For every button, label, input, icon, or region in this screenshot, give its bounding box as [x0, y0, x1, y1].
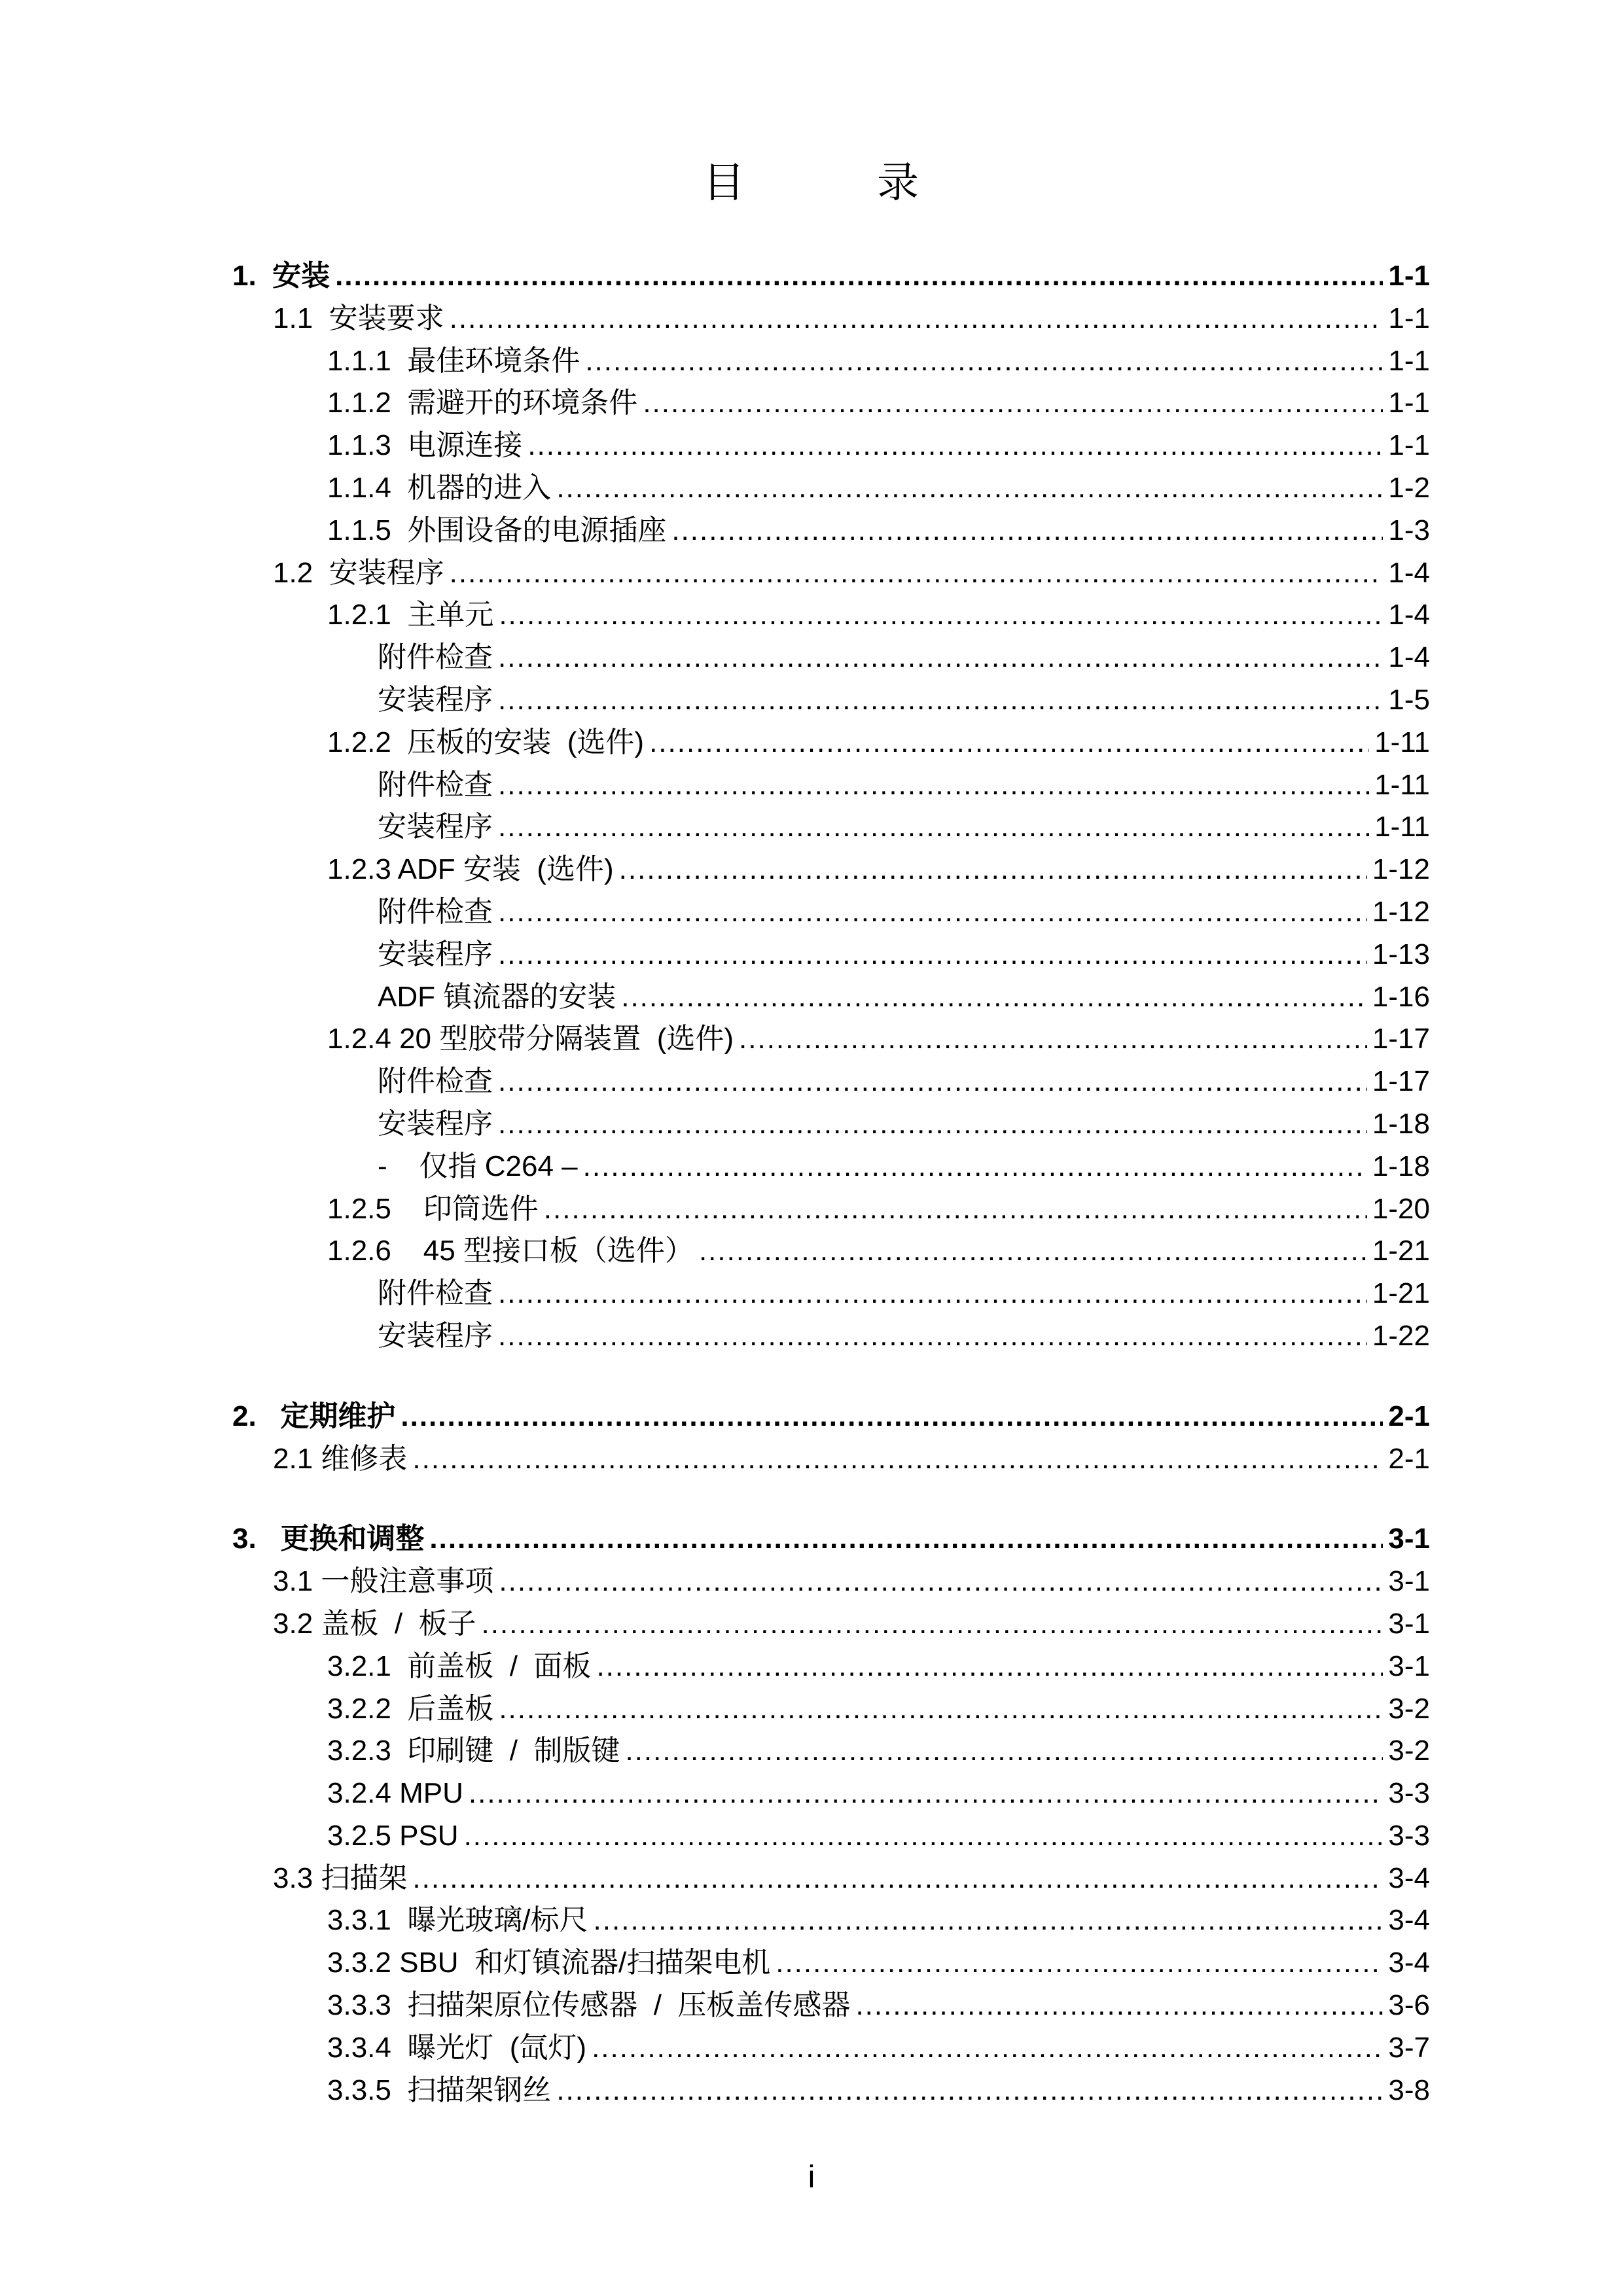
toc-entry-page: 3-4: [1388, 1904, 1430, 1937]
toc-entry-page: 3-2: [1388, 1692, 1430, 1725]
toc-entry[interactable]: [232, 1646, 1430, 1688]
toc-entry-page: 1-4: [1388, 599, 1430, 631]
toc-entry-label: 1.2.1 主单元: [327, 599, 494, 631]
toc-entry-label: 附件检查: [378, 1277, 493, 1310]
toc-entry-label: 2.1 维修表: [273, 1442, 408, 1475]
dot-leader: [335, 255, 1383, 298]
toc-entry-label: 1.2.4 20 型胶带分隔装置 (选件): [327, 1023, 734, 1055]
toc-entry-page: 1-18: [1372, 1150, 1430, 1182]
dot-leader: [527, 425, 1383, 467]
dot-leader: [498, 1103, 1367, 1146]
toc-entry-label: 3.3.5 扫描架钢丝: [327, 2074, 552, 2106]
toc-entry[interactable]: [232, 1518, 1430, 1561]
toc-entry[interactable]: [232, 1899, 1430, 1942]
dot-leader: [450, 552, 1383, 595]
toc-entry-label: 3. 更换和调整: [232, 1523, 425, 1555]
toc-entry[interactable]: [232, 255, 1430, 298]
toc-entry-page: 1-12: [1372, 853, 1430, 886]
toc-title: [0, 149, 1623, 209]
dot-leader: [544, 1188, 1367, 1231]
dot-leader: [499, 1561, 1383, 1603]
toc-entry-page: 3-6: [1388, 1989, 1430, 2022]
toc-entry-label: 安装程序: [378, 938, 493, 970]
toc-entry-page: 1-21: [1372, 1277, 1430, 1310]
toc-entry[interactable]: [232, 1688, 1430, 1731]
toc-entry[interactable]: [232, 679, 1430, 722]
dot-leader: [585, 340, 1383, 383]
toc-entry[interactable]: [232, 1188, 1430, 1231]
toc-entry[interactable]: [232, 637, 1430, 679]
toc-entry-page: 3-2: [1388, 1735, 1430, 1767]
toc-entry[interactable]: [232, 976, 1430, 1019]
toc-entry[interactable]: [232, 552, 1430, 595]
toc-entry[interactable]: [232, 934, 1430, 976]
dot-leader: [499, 1688, 1383, 1731]
toc-entry[interactable]: [232, 1103, 1430, 1146]
dot-leader: [464, 1815, 1383, 1858]
toc-entry-label: 1.1.1 最佳环境条件: [327, 344, 580, 377]
toc-entry-page: 1-16: [1372, 980, 1430, 1013]
toc-entry[interactable]: [232, 298, 1430, 340]
toc-entry[interactable]: [232, 1230, 1430, 1273]
toc-entry-label: 安装程序: [378, 683, 493, 716]
toc-entry-page: 1-20: [1372, 1192, 1430, 1225]
dot-leader: [592, 2027, 1383, 2070]
toc-entry-label: 安装程序: [378, 811, 493, 843]
toc-entry-page: 1-21: [1372, 1235, 1430, 1267]
toc-entry-label: 附件检查: [378, 641, 493, 674]
toc-entry-page: 1-11: [1374, 811, 1430, 843]
toc-entry-label: 1.2.5 印筒选件: [327, 1192, 539, 1225]
dot-leader: [498, 679, 1383, 722]
toc-entry[interactable]: [232, 594, 1430, 637]
toc-entry-page: 1-18: [1372, 1107, 1430, 1140]
toc-entry[interactable]: [232, 1273, 1430, 1315]
toc-entry-page: 3-4: [1388, 1862, 1430, 1894]
dot-leader: [412, 1438, 1383, 1481]
toc-entry-page: 1-3: [1388, 514, 1430, 546]
toc-entry-label: 3.3.4 曝光灯 (氙灯): [327, 2031, 587, 2064]
toc-entry-page: 3-1: [1388, 1650, 1430, 1682]
toc-entry-page: 3-1: [1388, 1523, 1430, 1555]
toc-entry-page: 1-17: [1372, 1065, 1430, 1098]
dot-leader: [482, 1603, 1383, 1646]
dot-leader: [594, 1899, 1383, 1942]
dot-leader: [498, 806, 1369, 849]
toc-entry-label: 1.2.2 压板的安装 (选件): [327, 726, 645, 758]
toc-entry-page: 3-8: [1388, 2074, 1430, 2106]
toc-entry[interactable]: [232, 1438, 1430, 1481]
title-char-left: 目: [703, 159, 746, 207]
toc-entry-label: ADF 镇流器的安装: [378, 980, 616, 1013]
toc-entry-label: 3.2.3 印刷键 / 制版键: [327, 1735, 620, 1767]
toc-entry-page: 1-1: [1388, 429, 1430, 462]
toc-entry-label: 2. 定期维护: [232, 1400, 396, 1432]
toc-entry-label: 1.1.2 需避开的环境条件: [327, 387, 638, 419]
toc-entry[interactable]: [232, 1730, 1430, 1773]
dot-leader: [776, 1942, 1383, 1985]
toc-entry[interactable]: [232, 1942, 1430, 1985]
toc-entry-page: 1-5: [1388, 683, 1430, 716]
toc-entry[interactable]: [232, 764, 1430, 807]
toc-entry-label: 1.1.4 机器的进入: [327, 471, 552, 504]
toc-entry[interactable]: [232, 1773, 1430, 1815]
dot-leader: [596, 1646, 1383, 1688]
toc-entry-page: 1-4: [1388, 641, 1430, 674]
dot-leader: [625, 1730, 1383, 1773]
toc-entry[interactable]: [232, 1561, 1430, 1603]
toc-entry[interactable]: [232, 1858, 1430, 1900]
toc-entry-label: - 仅指 C264 –: [378, 1150, 578, 1182]
toc-entry[interactable]: [232, 806, 1430, 849]
toc-entry-page: 1-11: [1374, 726, 1430, 758]
toc-entry[interactable]: [232, 425, 1430, 467]
toc-entry-page: 1-11: [1374, 768, 1430, 801]
toc-entry-page: 1-1: [1388, 302, 1430, 334]
toc-entry-page: 1-2: [1388, 471, 1430, 504]
toc-entry-label: 1. 安装: [232, 260, 330, 292]
toc-entry-label: 1.2.3 ADF 安装 (选件): [327, 853, 614, 886]
dot-leader: [621, 976, 1367, 1019]
dot-leader: [649, 722, 1369, 764]
toc-entry-label: 安装程序: [378, 1319, 493, 1352]
toc-entry-page: 1-1: [1388, 344, 1430, 377]
table-of-contents: [232, 255, 1430, 2111]
toc-entry-page: 1-1: [1388, 260, 1430, 292]
toc-entry-label: 附件检查: [378, 1065, 493, 1098]
dot-leader: [619, 849, 1367, 891]
toc-entry-label: 3.1 一般注意事项: [273, 1565, 494, 1598]
toc-entry-label: 1.1.3 电源连接: [327, 429, 523, 462]
dot-leader: [401, 1396, 1383, 1438]
dot-leader: [499, 594, 1383, 637]
toc-entry[interactable]: [232, 467, 1430, 510]
dot-leader: [739, 1018, 1367, 1061]
dot-leader: [498, 891, 1367, 934]
toc-entry[interactable]: [232, 1061, 1430, 1103]
dot-leader: [498, 1273, 1367, 1315]
toc-entry-label: 3.3.3 扫描架原位传感器 / 压板盖传感器: [327, 1989, 851, 2022]
toc-entry[interactable]: [232, 1603, 1430, 1646]
toc-entry-page: 3-3: [1388, 1819, 1430, 1852]
toc-entry-page: 1-12: [1372, 895, 1430, 928]
toc-entry-page: 3-1: [1388, 1607, 1430, 1640]
toc-entry[interactable]: [232, 510, 1430, 552]
toc-entry[interactable]: [232, 849, 1430, 891]
dot-leader: [429, 1518, 1383, 1561]
toc-entry-label: 3.2.5 PSU: [327, 1819, 459, 1852]
dot-leader: [450, 298, 1383, 340]
toc-entry[interactable]: [232, 1815, 1430, 1858]
toc-entry-label: 3.3 扫描架: [273, 1862, 408, 1894]
dot-leader: [699, 1230, 1367, 1273]
toc-entry-page: 1-22: [1372, 1319, 1430, 1352]
toc-entry[interactable]: [232, 1396, 1430, 1438]
dot-leader: [671, 510, 1383, 552]
section-spacer: [232, 1358, 1430, 1396]
toc-entry-label: 安装程序: [378, 1107, 493, 1140]
dot-leader: [643, 382, 1383, 425]
dot-leader: [412, 1858, 1383, 1900]
toc-entry[interactable]: [232, 2070, 1430, 2112]
toc-entry-page: 1-13: [1372, 938, 1430, 970]
toc-entry-label: 3.3.1 曝光玻璃/标尺: [327, 1904, 588, 1937]
dot-leader: [556, 467, 1383, 510]
toc-entry-page: 3-1: [1388, 1565, 1430, 1598]
toc-entry-label: 附件检查: [378, 895, 493, 928]
dot-leader: [498, 1061, 1367, 1103]
toc-entry[interactable]: [232, 722, 1430, 764]
toc-entry-label: 1.1 安装要求: [273, 302, 444, 334]
toc-entry-page: 3-3: [1388, 1777, 1430, 1810]
dot-leader: [855, 1985, 1383, 2027]
toc-entry[interactable]: [232, 1146, 1430, 1188]
toc-entry[interactable]: [232, 382, 1430, 425]
toc-entry-label: 3.2.4 MPU: [327, 1777, 463, 1810]
title-char-right: 录: [877, 159, 920, 207]
toc-entry-label: 3.2 盖板 / 板子: [273, 1607, 476, 1640]
toc-entry[interactable]: [232, 891, 1430, 934]
toc-entry-label: 3.2.1 前盖板 / 面板: [327, 1650, 592, 1682]
dot-leader: [469, 1773, 1383, 1815]
section-spacer: [232, 1480, 1430, 1518]
toc-entry[interactable]: [232, 2027, 1430, 2070]
toc-entry-label: 3.2.2 后盖板: [327, 1692, 494, 1725]
toc-entry-page: 1-17: [1372, 1023, 1430, 1055]
dot-leader: [498, 764, 1369, 807]
toc-entry-page: 2-1: [1388, 1400, 1430, 1432]
dot-leader: [498, 637, 1383, 679]
toc-entry-label: 1.1.5 外围设备的电源插座: [327, 514, 667, 546]
toc-entry-page: 3-4: [1388, 1947, 1430, 1979]
toc-entry-page: 1-4: [1388, 556, 1430, 589]
page-number: i: [808, 2160, 815, 2195]
toc-entry-label: 1.2 安装程序: [273, 556, 444, 589]
toc-entry-label: 3.3.2 SBU 和灯镇流器/扫描架电机: [327, 1947, 771, 1979]
toc-entry-page: 3-7: [1388, 2031, 1430, 2064]
dot-leader: [556, 2070, 1383, 2112]
toc-entry[interactable]: [232, 1018, 1430, 1061]
dot-leader: [498, 934, 1367, 976]
toc-entry[interactable]: [232, 1315, 1430, 1358]
toc-entry-label: 附件检查: [378, 768, 493, 801]
toc-entry[interactable]: [232, 1985, 1430, 2027]
toc-entry-label: 1.2.6 45 型接口板（选件）: [327, 1235, 694, 1267]
toc-entry[interactable]: [232, 340, 1430, 383]
dot-leader: [583, 1146, 1367, 1188]
toc-entry-page: 1-1: [1388, 387, 1430, 419]
toc-entry-page: 2-1: [1388, 1442, 1430, 1475]
dot-leader: [498, 1315, 1367, 1358]
